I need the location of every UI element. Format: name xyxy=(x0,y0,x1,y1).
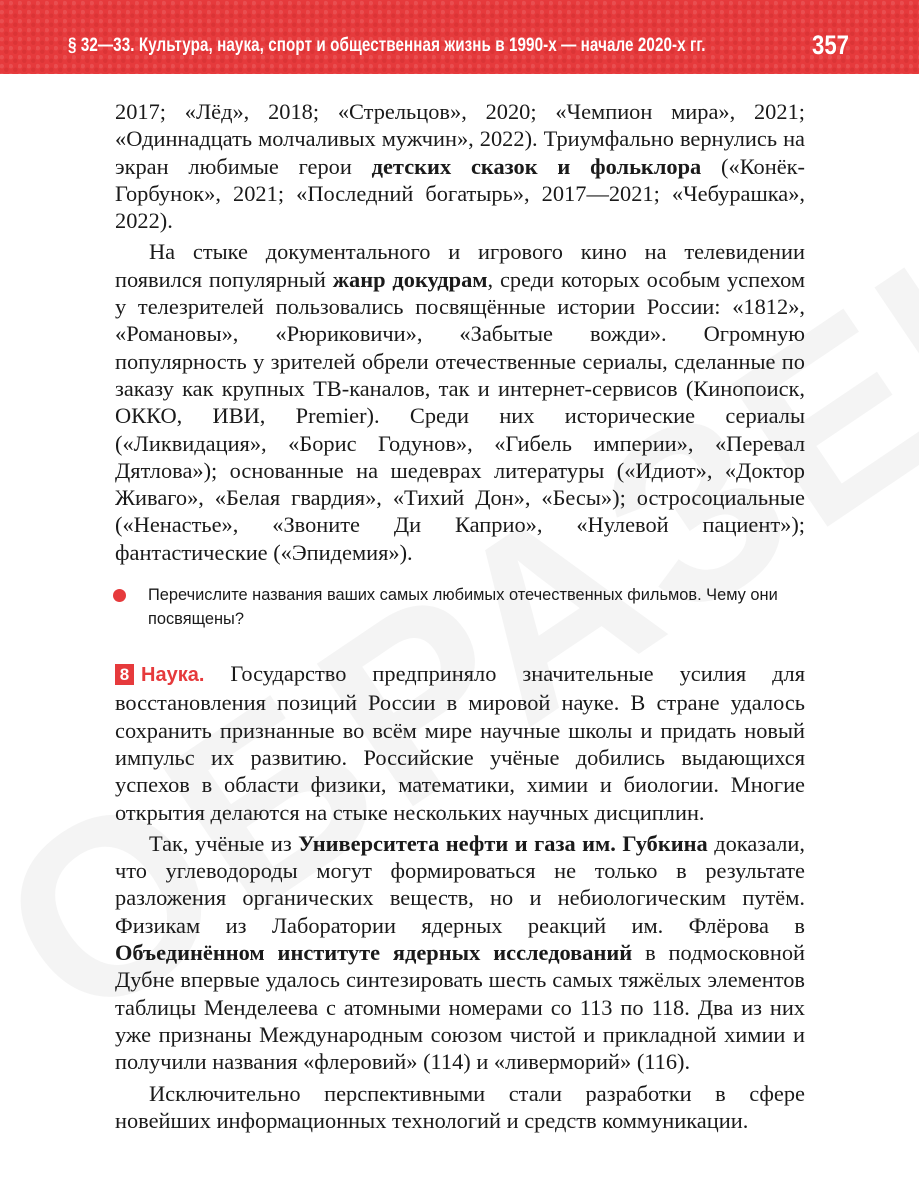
text-run: Государство предприняло значительные усилия для восстановления позиций России в мировой науке. В стране удалось сохранить признанные во всём мире научные школы и придать новый импульс их развитию. Российские учёные добились выдающихся успехов в области физики, математики, химии и биологии. Многие открытия делаются на стыке нескольких научных дисциплин. xyxy=(115,661,805,825)
bold-term: жанр докудрам xyxy=(332,266,488,292)
text-run: 2017; «Лёд», 2018; «Стрельцов», 2020; «Чемпион мира», 2021; «Одиннадцать молчаливых мужчин», 2022). Триумфально вернулись на экран любимые герои xyxy=(115,99,805,179)
paragraph-scientists xyxy=(115,830,805,1076)
section-title: Наука. xyxy=(141,664,205,687)
text-run: Так, учёные из xyxy=(149,830,299,856)
text-run: На стыке документального и игрового кино на телевидении появился популярный xyxy=(115,239,805,292)
page-number: 357 xyxy=(812,30,849,60)
chapter-title: § 32—33. Культура, наука, спорт и общественная жизнь в 1990-х — начале 2020-х гг. xyxy=(68,35,706,56)
paragraph-docudrama xyxy=(115,238,805,566)
paragraph-science xyxy=(115,660,805,826)
bold-term: детских сказок и фольклора xyxy=(371,153,702,179)
text-run: доказали, что углеводороды могут формироваться не только в результате разложения органических веществ, но и небиологическим путём. Физикам из Лаборатории ядерных реакций им. Флёрова в xyxy=(115,830,805,938)
paragraph-films xyxy=(115,98,805,234)
paragraph-it: Исключительно перспективными стали разработки в сфере новейших информационных технологий и средств коммуникации. xyxy=(115,1080,805,1133)
text-run: в подмосковной Дубне впервые удалось синтезировать шесть самых тяжёлых элементов таблицы Менделеева с атомными номерами со 113 по 118. Два из них уже признаны Международным союзом чистой и прикладной химии и получили названия «флеровий» (114) и «ливерморий» (116). xyxy=(115,940,805,1075)
text-run: , среди которых особым успехом у телезрителей пользовались посвящённые истории России: «1812», «Романовы», «Рюриковичи», «Забытые вожди». Огромную популярность у зрителей обрели отечественные сериалы, сделанные по заказу как крупных ТВ-каналов, так и интернет-сервисов (Кинопоиск, ОККО, ИВИ, Premier). Среди них исторические сериалы («Ликвидация», «Борис Годунов», «Гибель империи», «Перевал Дятлова»); основанные на шедеврах литературы («Идиот», «Доктор Живаго», «Белая гвардия», «Тихий Дон», «Бесы»); остросоциальные («Ненастье», «Звоните Ди Каприо», «Нулевой пациент»); фантастические («Эпидемия»). xyxy=(115,266,806,565)
text-run: («Конёк-Горбунок», 2021; «Последний богатырь», 2017—2021; «Чебурашка», 2022). xyxy=(115,153,805,234)
page-body xyxy=(115,98,805,1134)
bold-term: Университета нефти и газа им. Губкина xyxy=(298,830,708,856)
question-task xyxy=(115,583,805,631)
page-header xyxy=(0,0,919,74)
bold-term: Объединённом институте ядерных исследований xyxy=(115,940,633,966)
question-text: Перечислите названия ваших самых любимых отечественных фильмов. Чему они посвящены? xyxy=(148,586,778,629)
section-number-badge: 8 xyxy=(115,664,134,685)
red-bullet-icon xyxy=(113,589,126,602)
